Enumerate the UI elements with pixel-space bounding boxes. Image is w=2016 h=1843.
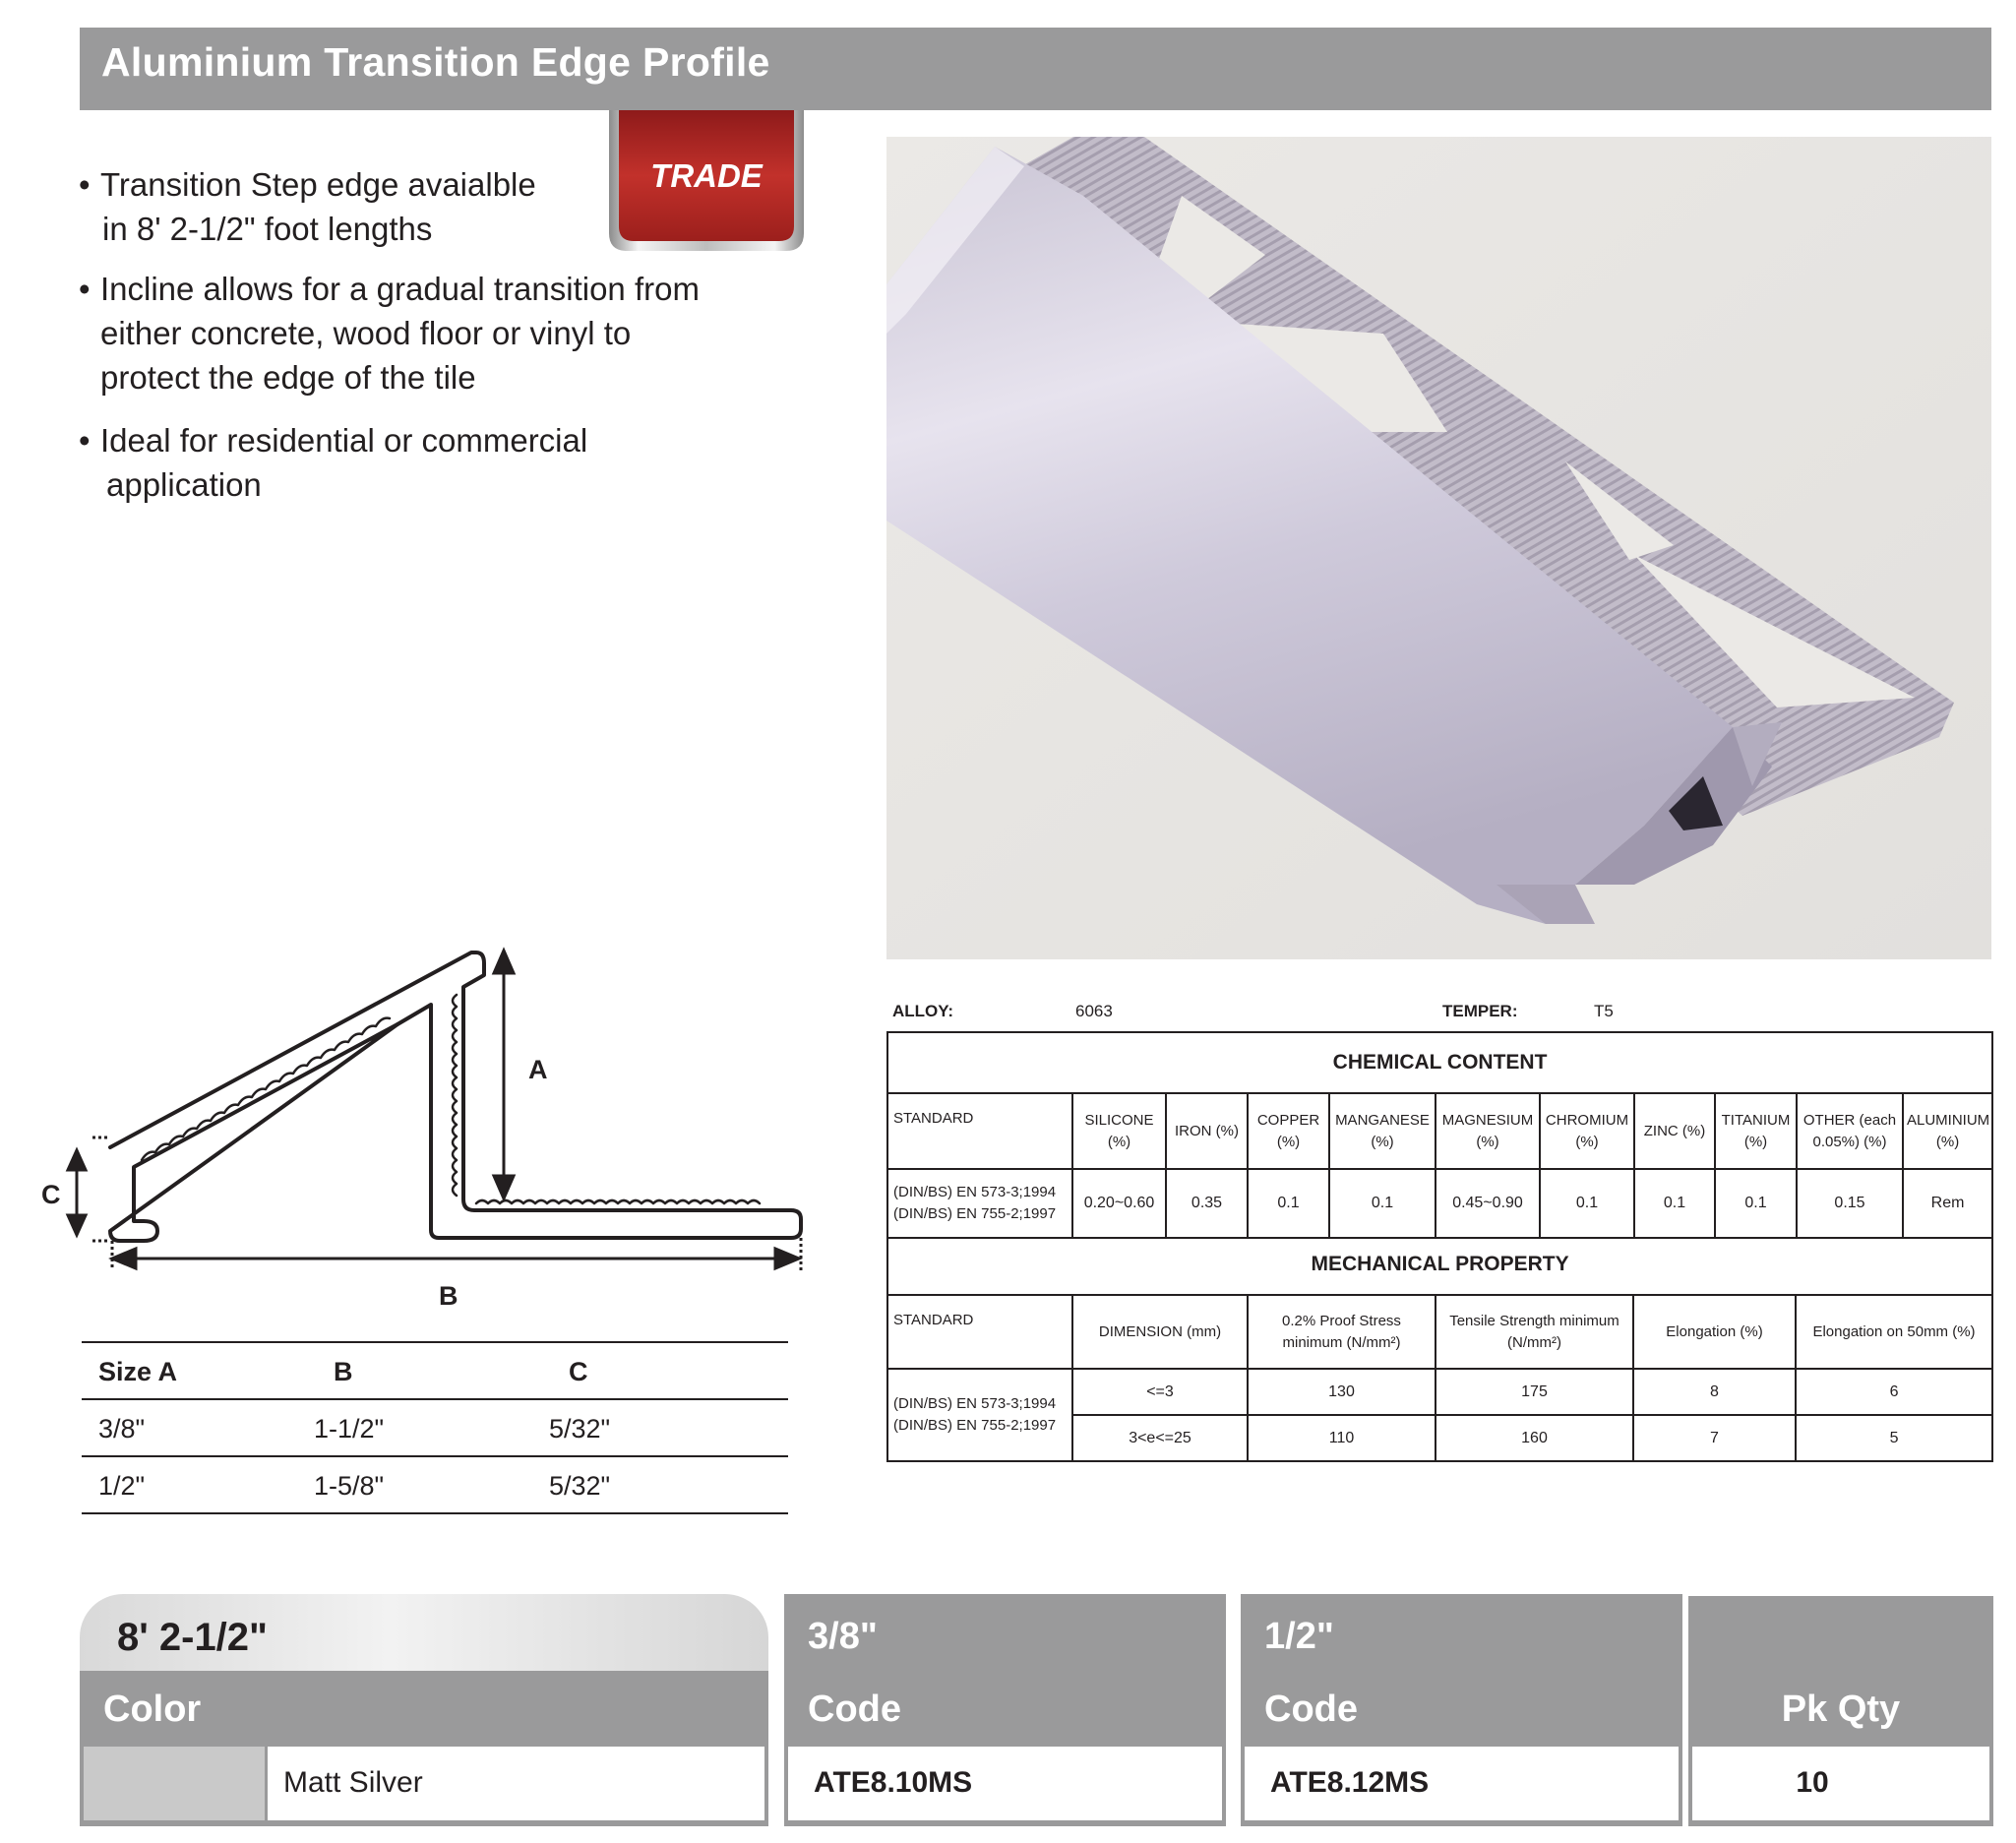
size-cell: 3/8" xyxy=(98,1414,146,1444)
profile-diagram xyxy=(33,936,821,1310)
temper-value: T5 xyxy=(1594,1002,1614,1020)
bullet-1-line-2: in 8' 2-1/2" foot lengths xyxy=(102,211,433,247)
mech-standard-cell xyxy=(887,1369,1072,1461)
bullet-2-line-3: protect the edge of the tile xyxy=(100,359,476,396)
size-cell: 1-5/8" xyxy=(314,1471,385,1501)
chemical-content-title: CHEMICAL CONTENT xyxy=(887,1032,1992,1093)
color-value-cell xyxy=(268,1747,764,1820)
color-label: Color xyxy=(103,1689,202,1730)
page-title: Aluminium Transition Edge Profile xyxy=(101,39,770,85)
mechanical-property-table xyxy=(886,1235,1993,1462)
bullet-1-line-1: Transition Step edge avaialble xyxy=(100,166,536,203)
code-box-3-8 xyxy=(784,1594,1226,1826)
bullet-2-line-2: either concrete, wood floor or vinyl to xyxy=(100,315,632,351)
bullet-3-line-1: Ideal for residential or commercial xyxy=(100,422,588,459)
mech-value: 5 xyxy=(1796,1415,1992,1461)
bullet-2 xyxy=(79,267,700,399)
temper-label: TEMPER: xyxy=(1442,1002,1518,1020)
chem-value: 0.1 xyxy=(1248,1169,1329,1238)
chem-header: ALUMINIUM (%) xyxy=(1903,1093,1992,1169)
size-header-b: B xyxy=(334,1357,353,1386)
standard-line: (DIN/BS) EN 755-2;1997 xyxy=(893,1205,1057,1222)
chem-value: 0.1 xyxy=(1634,1169,1715,1238)
size-table-header xyxy=(82,1343,788,1400)
code-cell-1-2 xyxy=(1245,1747,1679,1820)
chem-value: 0.1 xyxy=(1715,1169,1797,1238)
size-label-1-2: 1/2" xyxy=(1264,1616,1334,1657)
code-value-3-8: ATE8.10MS xyxy=(814,1766,973,1799)
mech-value: 8 xyxy=(1633,1369,1796,1415)
chem-value: 0.45~0.90 xyxy=(1436,1169,1540,1238)
mech-header: Tensile Strength minimum (N/mm²) xyxy=(1436,1295,1633,1369)
table-row xyxy=(82,1457,788,1514)
bullet-dot-icon: • xyxy=(79,422,91,459)
size-cell: 1/2" xyxy=(98,1471,146,1501)
size-cell: 1-1/2" xyxy=(314,1414,385,1444)
chemical-content-table xyxy=(886,1031,1993,1239)
pk-qty-label: Pk Qty xyxy=(1781,1689,1901,1730)
bullet-dot-icon: • xyxy=(79,271,91,307)
mech-header: Elongation on 50mm (%) xyxy=(1796,1295,1992,1369)
size-header-c: C xyxy=(569,1357,588,1386)
length-label: 8' 2-1/2" xyxy=(117,1616,269,1659)
size-label-3-8: 3/8" xyxy=(808,1616,878,1657)
trade-badge-label: TRADE xyxy=(650,157,763,194)
standard-line: (DIN/BS) EN 573-3;1994 xyxy=(893,1184,1057,1200)
chem-value: 0.1 xyxy=(1540,1169,1634,1238)
dimension-label-a: A xyxy=(528,1055,548,1084)
chem-header: COPPER (%) xyxy=(1248,1093,1329,1169)
mech-value: 110 xyxy=(1248,1415,1436,1461)
code-box-1-2 xyxy=(1241,1594,1682,1826)
chem-header: MANGANESE (%) xyxy=(1329,1093,1436,1169)
bullet-dot-icon: • xyxy=(79,166,91,203)
dimension-label-b: B xyxy=(439,1281,458,1310)
mech-value: 160 xyxy=(1436,1415,1633,1461)
chem-value: 0.35 xyxy=(1166,1169,1248,1238)
chem-value: 0.20~0.60 xyxy=(1072,1169,1166,1238)
chem-value: 0.15 xyxy=(1797,1169,1903,1238)
chem-value: Rem xyxy=(1903,1169,1992,1238)
product-photo xyxy=(886,137,1991,959)
chem-header: TITANIUM (%) xyxy=(1715,1093,1797,1169)
mech-header: Elongation (%) xyxy=(1633,1295,1796,1369)
code-label-1-2: Code xyxy=(1264,1689,1358,1730)
size-cell: 5/32" xyxy=(549,1471,611,1501)
bullet-1 xyxy=(79,162,536,251)
chem-header: OTHER (each 0.05%) (%) xyxy=(1797,1093,1903,1169)
chem-header: SILICONE (%) xyxy=(1072,1093,1166,1169)
trade-badge xyxy=(607,110,806,253)
pk-qty-cell xyxy=(1692,1747,1989,1820)
table-row xyxy=(82,1400,788,1457)
standard-line: (DIN/BS) EN 573-3;1994 xyxy=(893,1395,1057,1412)
code-label-3-8: Code xyxy=(808,1689,901,1730)
bullet-3 xyxy=(79,418,588,507)
color-swatch xyxy=(84,1747,268,1820)
alloy-value: 6063 xyxy=(1075,1002,1113,1020)
size-header-a: Size A xyxy=(98,1357,178,1386)
size-table xyxy=(82,1341,788,1514)
dimension-label-c: C xyxy=(41,1180,61,1209)
pk-qty-value: 10 xyxy=(1796,1766,1829,1799)
chem-header-standard: STANDARD xyxy=(887,1093,1072,1169)
chem-header: ZINC (%) xyxy=(1634,1093,1715,1169)
color-box xyxy=(80,1594,768,1826)
chem-value: 0.1 xyxy=(1329,1169,1436,1238)
mech-header: DIMENSION (mm) xyxy=(1072,1295,1248,1369)
mechanical-property-title: MECHANICAL PROPERTY xyxy=(887,1235,1992,1295)
pk-qty-box xyxy=(1688,1596,1993,1826)
chem-header: MAGNESIUM (%) xyxy=(1436,1093,1540,1169)
color-value: Matt Silver xyxy=(283,1766,423,1799)
mech-value: 6 xyxy=(1796,1369,1992,1415)
bullet-3-line-2: application xyxy=(106,466,262,503)
mech-value: 175 xyxy=(1436,1369,1633,1415)
code-cell-3-8 xyxy=(788,1747,1222,1820)
mech-value: <=3 xyxy=(1072,1369,1248,1415)
bullet-2-line-1: Incline allows for a gradual transition from xyxy=(100,271,700,307)
mech-header: 0.2% Proof Stress minimum (N/mm²) xyxy=(1248,1295,1436,1369)
size-cell: 5/32" xyxy=(549,1414,611,1444)
alloy-label: ALLOY: xyxy=(892,1002,954,1020)
mech-value: 7 xyxy=(1633,1415,1796,1461)
chem-header: CHROMIUM (%) xyxy=(1540,1093,1634,1169)
standard-line: (DIN/BS) EN 755-2;1997 xyxy=(893,1417,1057,1434)
mech-header-standard: STANDARD xyxy=(887,1295,1072,1369)
chem-standard-cell xyxy=(887,1169,1072,1238)
code-value-1-2: ATE8.12MS xyxy=(1270,1766,1430,1799)
chem-header: IRON (%) xyxy=(1166,1093,1248,1169)
mech-value: 3<e<=25 xyxy=(1072,1415,1248,1461)
mech-value: 130 xyxy=(1248,1369,1436,1415)
